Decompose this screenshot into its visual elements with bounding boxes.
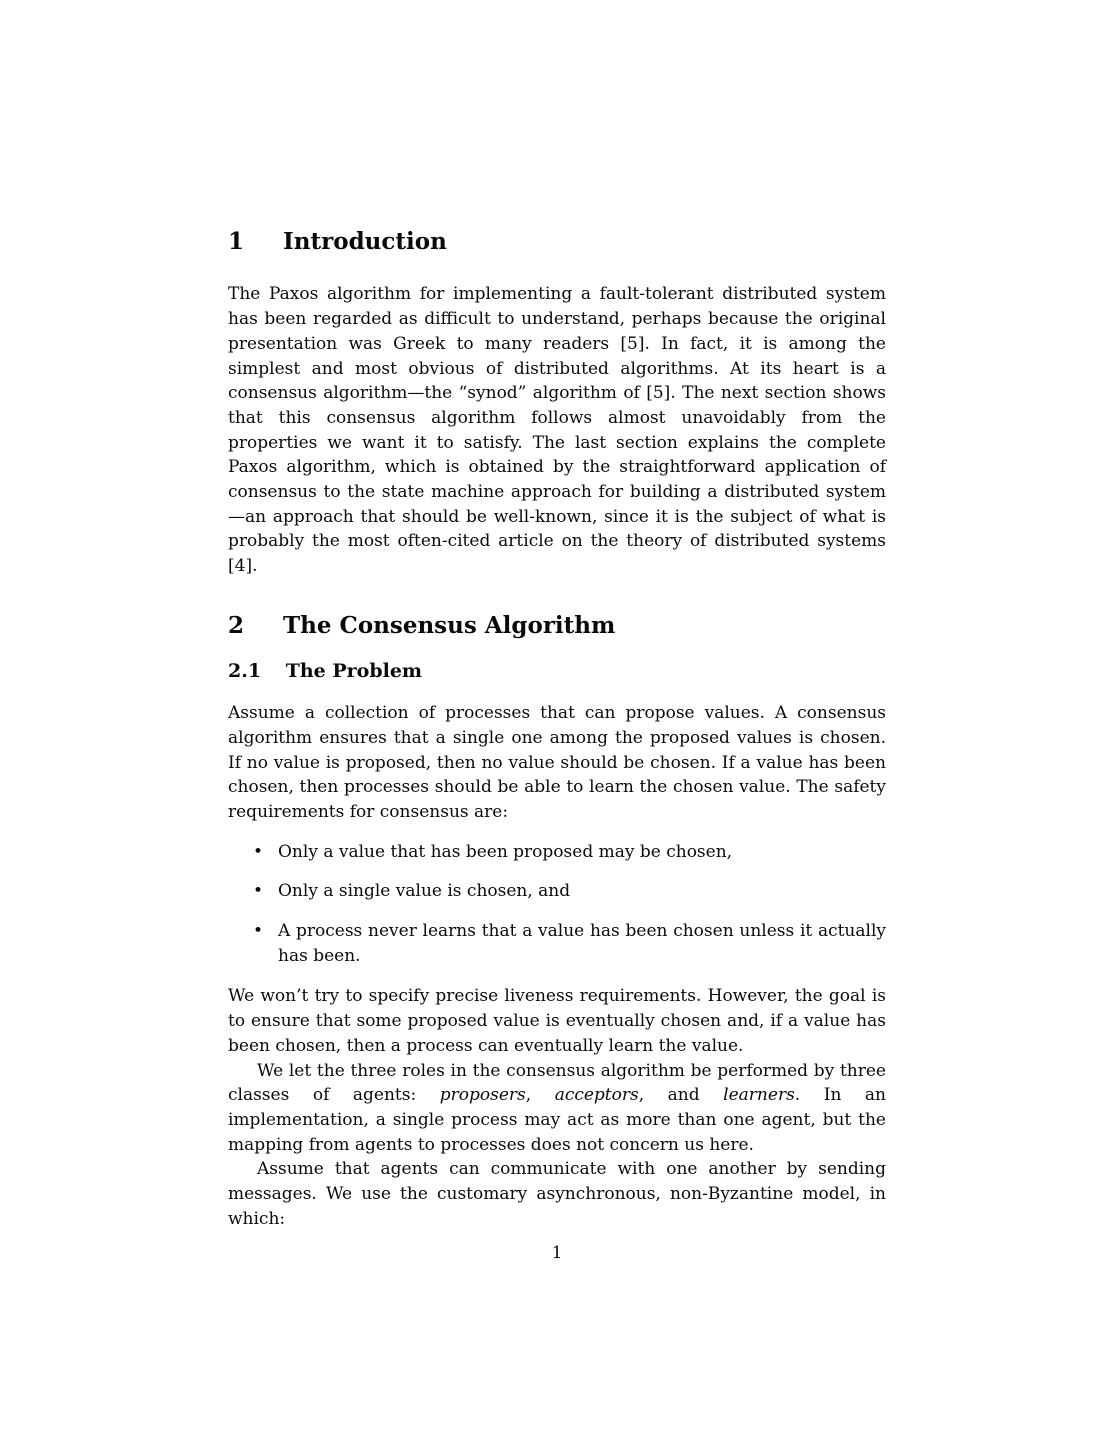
subsection-2-1-heading xyxy=(228,661,886,683)
subsection-2-1-number: 2.1 xyxy=(228,660,262,683)
text-segment: , xyxy=(525,1085,555,1106)
emphasized-term: learners xyxy=(723,1085,795,1106)
emphasized-term: acceptors xyxy=(554,1085,639,1106)
bullet-icon: • xyxy=(253,921,264,942)
section-2-title: The Consensus Algorithm xyxy=(283,611,616,639)
list-item xyxy=(228,879,886,904)
section-1-number: 1 xyxy=(228,228,245,255)
intro-paragraph: The Paxos algorithm for implementing a fault-tolerant distributed system has been regarded as difficult to understand, perhaps because the original presentation was Greek to many readers [5]. In fact, it is among the simplest and most obvious of distributed algorithms. At its heart is a consensus algorithm—the “synod” algorithm of [5]. The next section shows that this consensus algorithm follows almost unavoidably from the properties we want it to satisfy. The last section explains the complete Paxos algorithm, which is obtained by the straightforward application of consensus to the state machine approach for building a distributed system—an approach that should be well-known, since it is the subject of what is probably the most often-cited article on the theory of distributed systems [4]. xyxy=(228,284,886,577)
list-item xyxy=(228,919,886,968)
safety-requirement-2: Only a single value is chosen, and xyxy=(278,881,571,902)
safety-requirement-1: Only a value that has been proposed may be chosen, xyxy=(278,841,733,862)
page-footer xyxy=(228,1243,886,1263)
safety-requirement-3: A process never learns that a value has been chosen unless it actually has been. xyxy=(278,921,886,966)
bullet-icon: • xyxy=(253,881,264,902)
problem-statement-paragraph: Assume a collection of processes that can propose values. A consensus algorithm ensures that a single one among the proposed values is chosen. If no value is proposed, then no value should be chosen. If a value has been chosen, then processes should be able to learn the chosen value. The safety requirements for consensus are: xyxy=(228,703,886,822)
text-segment: , and xyxy=(638,1085,724,1106)
page-content xyxy=(228,229,886,1232)
bullet-icon: • xyxy=(253,841,264,862)
section-1-heading xyxy=(228,229,886,255)
text-segment: We let the three roles in the consensus algorithm be performed by three classes of agents: xyxy=(228,1060,886,1106)
section-2-number: 2 xyxy=(228,611,245,639)
communication-model-paragraph: Assume that agents can communicate with one another by sending messages. We use the customary asynchronous, non-Byzantine model, in which: xyxy=(228,1159,886,1229)
subsection-2-1-title: The Problem xyxy=(285,660,423,683)
safety-requirements-list xyxy=(228,840,886,969)
emphasized-term: proposers xyxy=(439,1085,526,1106)
section-2-heading xyxy=(228,613,886,639)
list-item xyxy=(228,840,886,865)
section-1-title: Introduction xyxy=(283,228,447,255)
liveness-paragraph: We won’t try to specify precise liveness requirements. However, the goal is to ensure that some proposed value is eventually chosen and, if a value has been chosen, then a process can eventually learn the value. xyxy=(228,986,886,1056)
page-number: 1 xyxy=(551,1243,563,1263)
text-segment: . In an implementation, a single process may act as more than one agent, but the mapping from agents to processes does not concern us here. xyxy=(228,1085,887,1155)
agent-roles-paragraph xyxy=(228,1059,886,1158)
